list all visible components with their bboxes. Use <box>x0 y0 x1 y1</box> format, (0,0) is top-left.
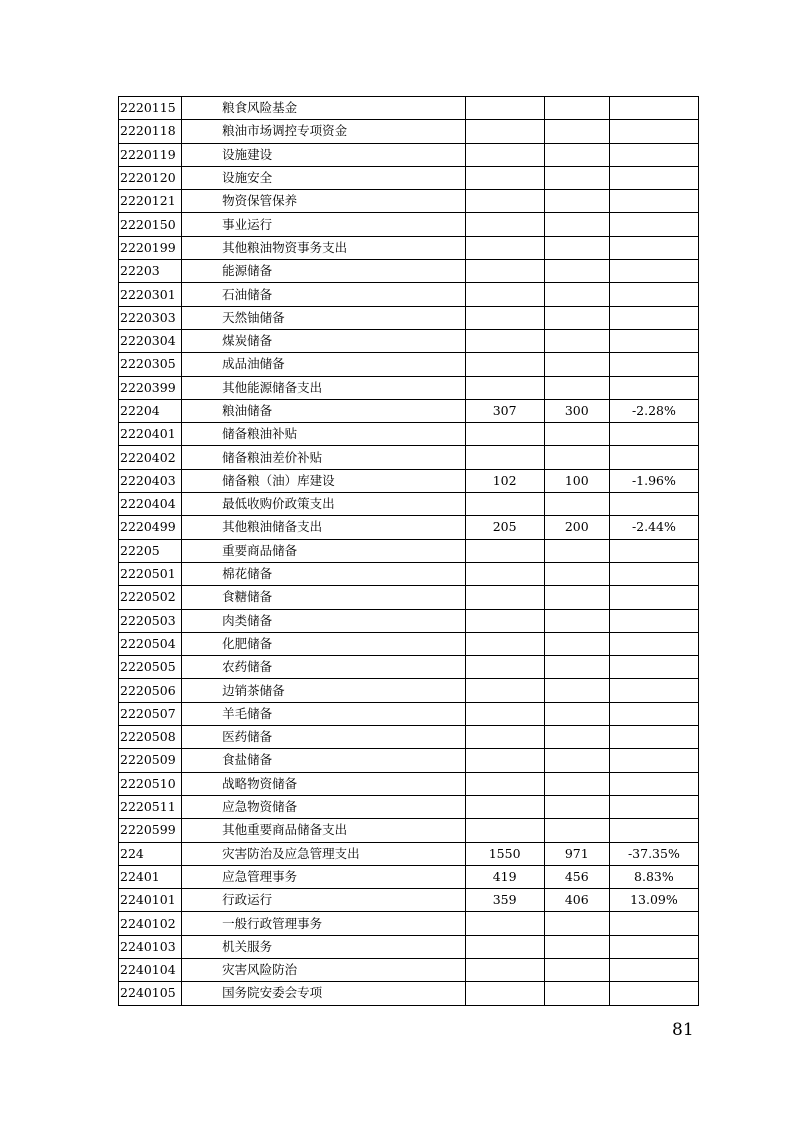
cell-name: 化肥储备 <box>182 632 465 655</box>
table-row <box>119 120 699 143</box>
cell-value-1 <box>465 329 544 352</box>
cell-value-1 <box>465 702 544 725</box>
cell-name: 储备粮（油）库建设 <box>182 469 465 492</box>
table-row <box>119 353 699 376</box>
table-row <box>119 376 699 399</box>
cell-value-1 <box>465 236 544 259</box>
cell-value-1: 419 <box>465 865 544 888</box>
cell-change-percent <box>609 423 698 446</box>
cell-value-2 <box>544 97 609 120</box>
cell-value-2 <box>544 912 609 935</box>
cell-value-2 <box>544 190 609 213</box>
table-row <box>119 865 699 888</box>
cell-code: 2240103 <box>119 935 182 958</box>
cell-name: 其他重要商品储备支出 <box>182 819 465 842</box>
cell-change-percent <box>609 120 698 143</box>
cell-value-1 <box>465 120 544 143</box>
cell-name: 食盐储备 <box>182 749 465 772</box>
cell-value-1 <box>465 819 544 842</box>
cell-name: 国务院安委会专项 <box>182 982 465 1005</box>
cell-value-2 <box>544 329 609 352</box>
cell-value-1 <box>465 772 544 795</box>
cell-name: 粮食风险基金 <box>182 97 465 120</box>
cell-value-1 <box>465 539 544 562</box>
cell-value-2 <box>544 376 609 399</box>
table-row <box>119 958 699 981</box>
cell-value-2 <box>544 982 609 1005</box>
cell-value-1: 102 <box>465 469 544 492</box>
cell-name: 灾害风险防治 <box>182 958 465 981</box>
table-row <box>119 819 699 842</box>
cell-value-2 <box>544 586 609 609</box>
cell-name: 最低收购价政策支出 <box>182 493 465 516</box>
cell-code: 2220150 <box>119 213 182 236</box>
table-row <box>119 143 699 166</box>
cell-name: 能源储备 <box>182 260 465 283</box>
table-row <box>119 446 699 469</box>
cell-code: 2220402 <box>119 446 182 469</box>
cell-change-percent <box>609 539 698 562</box>
cell-value-2 <box>544 749 609 772</box>
cell-change-percent <box>609 702 698 725</box>
cell-value-1 <box>465 423 544 446</box>
cell-name: 天然铀储备 <box>182 306 465 329</box>
cell-value-2: 406 <box>544 889 609 912</box>
cell-code: 2220303 <box>119 306 182 329</box>
cell-value-1 <box>465 376 544 399</box>
cell-value-1 <box>465 562 544 585</box>
cell-value-2 <box>544 143 609 166</box>
table-row <box>119 726 699 749</box>
cell-name: 其他能源储备支出 <box>182 376 465 399</box>
table-row <box>119 493 699 516</box>
table-row <box>119 679 699 702</box>
cell-value-2 <box>544 166 609 189</box>
cell-value-2 <box>544 213 609 236</box>
cell-code: 2240104 <box>119 958 182 981</box>
cell-code: 224 <box>119 842 182 865</box>
cell-name: 棉花储备 <box>182 562 465 585</box>
table-row <box>119 842 699 865</box>
table-row <box>119 749 699 772</box>
cell-value-2 <box>544 795 609 818</box>
cell-code: 2240101 <box>119 889 182 912</box>
cell-name: 重要商品储备 <box>182 539 465 562</box>
table-row <box>119 423 699 446</box>
cell-code: 2220199 <box>119 236 182 259</box>
cell-change-percent <box>609 726 698 749</box>
table-row <box>119 329 699 352</box>
table-row <box>119 97 699 120</box>
cell-name: 战略物资储备 <box>182 772 465 795</box>
cell-change-percent <box>609 446 698 469</box>
cell-code: 2240105 <box>119 982 182 1005</box>
cell-value-2 <box>544 819 609 842</box>
cell-change-percent <box>609 749 698 772</box>
cell-code: 22204 <box>119 399 182 422</box>
cell-name: 应急管理事务 <box>182 865 465 888</box>
table-row <box>119 213 699 236</box>
cell-change-percent <box>609 772 698 795</box>
cell-value-1 <box>465 283 544 306</box>
cell-change-percent <box>609 819 698 842</box>
cell-change-percent <box>609 283 698 306</box>
table-row <box>119 586 699 609</box>
cell-change-percent <box>609 679 698 702</box>
table-row <box>119 702 699 725</box>
cell-code: 2220403 <box>119 469 182 492</box>
cell-value-1 <box>465 97 544 120</box>
cell-value-2 <box>544 656 609 679</box>
cell-value-2 <box>544 772 609 795</box>
budget-table <box>118 96 699 1006</box>
cell-value-1 <box>465 586 544 609</box>
cell-code: 2220599 <box>119 819 182 842</box>
cell-change-percent: -2.28% <box>609 399 698 422</box>
cell-value-1 <box>465 353 544 376</box>
cell-name: 行政运行 <box>182 889 465 912</box>
table-body <box>119 97 699 1006</box>
cell-change-percent <box>609 493 698 516</box>
cell-change-percent <box>609 143 698 166</box>
cell-name: 机关服务 <box>182 935 465 958</box>
cell-change-percent <box>609 958 698 981</box>
cell-code: 2220305 <box>119 353 182 376</box>
cell-value-1 <box>465 912 544 935</box>
cell-change-percent <box>609 353 698 376</box>
cell-change-percent <box>609 329 698 352</box>
cell-change-percent <box>609 562 698 585</box>
cell-change-percent <box>609 236 698 259</box>
cell-value-2 <box>544 493 609 516</box>
cell-code: 2220120 <box>119 166 182 189</box>
table-row <box>119 656 699 679</box>
cell-code: 2220505 <box>119 656 182 679</box>
cell-code: 2220121 <box>119 190 182 213</box>
cell-name: 羊毛储备 <box>182 702 465 725</box>
cell-code: 22401 <box>119 865 182 888</box>
cell-value-1 <box>465 609 544 632</box>
cell-value-1 <box>465 190 544 213</box>
cell-code: 2220502 <box>119 586 182 609</box>
table-row <box>119 609 699 632</box>
cell-value-2 <box>544 353 609 376</box>
cell-code: 2220404 <box>119 493 182 516</box>
cell-value-1 <box>465 679 544 702</box>
cell-name: 事业运行 <box>182 213 465 236</box>
table-row <box>119 190 699 213</box>
cell-value-2 <box>544 702 609 725</box>
cell-code: 2220508 <box>119 726 182 749</box>
cell-value-2: 100 <box>544 469 609 492</box>
table-row <box>119 772 699 795</box>
cell-code: 2220504 <box>119 632 182 655</box>
cell-value-1 <box>465 213 544 236</box>
cell-value-1: 359 <box>465 889 544 912</box>
table-row <box>119 795 699 818</box>
cell-value-1 <box>465 982 544 1005</box>
cell-change-percent: -2.44% <box>609 516 698 539</box>
cell-value-2 <box>544 423 609 446</box>
cell-change-percent <box>609 935 698 958</box>
cell-name: 肉类储备 <box>182 609 465 632</box>
table-row <box>119 539 699 562</box>
cell-change-percent <box>609 213 698 236</box>
cell-name: 煤炭储备 <box>182 329 465 352</box>
cell-name: 一般行政管理事务 <box>182 912 465 935</box>
cell-name: 储备粮油补贴 <box>182 423 465 446</box>
cell-name: 粮油储备 <box>182 399 465 422</box>
cell-name: 食糖储备 <box>182 586 465 609</box>
cell-value-2 <box>544 446 609 469</box>
table-row <box>119 889 699 912</box>
table-row <box>119 236 699 259</box>
cell-value-1: 205 <box>465 516 544 539</box>
cell-code: 2220119 <box>119 143 182 166</box>
cell-name: 灾害防治及应急管理支出 <box>182 842 465 865</box>
cell-change-percent <box>609 982 698 1005</box>
cell-name: 边销茶储备 <box>182 679 465 702</box>
cell-name: 设施安全 <box>182 166 465 189</box>
cell-name: 应急物资储备 <box>182 795 465 818</box>
cell-value-2 <box>544 306 609 329</box>
cell-value-1 <box>465 656 544 679</box>
cell-value-1 <box>465 749 544 772</box>
cell-code: 2220115 <box>119 97 182 120</box>
cell-code: 22205 <box>119 539 182 562</box>
cell-change-percent <box>609 656 698 679</box>
cell-code: 2240102 <box>119 912 182 935</box>
cell-value-1 <box>465 935 544 958</box>
table-row <box>119 469 699 492</box>
cell-value-2 <box>544 236 609 259</box>
cell-name: 石油储备 <box>182 283 465 306</box>
cell-code: 2220304 <box>119 329 182 352</box>
cell-change-percent <box>609 190 698 213</box>
cell-value-1 <box>465 795 544 818</box>
cell-code: 2220501 <box>119 562 182 585</box>
table-row <box>119 935 699 958</box>
cell-value-1 <box>465 166 544 189</box>
table-row <box>119 399 699 422</box>
cell-code: 22203 <box>119 260 182 283</box>
cell-value-1 <box>465 143 544 166</box>
cell-name: 储备粮油差价补贴 <box>182 446 465 469</box>
cell-change-percent <box>609 609 698 632</box>
cell-value-2 <box>544 958 609 981</box>
cell-name: 医药储备 <box>182 726 465 749</box>
cell-value-1 <box>465 726 544 749</box>
cell-code: 2220399 <box>119 376 182 399</box>
cell-value-2 <box>544 935 609 958</box>
cell-value-1 <box>465 306 544 329</box>
cell-code: 2220118 <box>119 120 182 143</box>
cell-change-percent <box>609 912 698 935</box>
table-row <box>119 516 699 539</box>
table-row <box>119 166 699 189</box>
cell-code: 2220499 <box>119 516 182 539</box>
cell-value-2: 300 <box>544 399 609 422</box>
cell-change-percent <box>609 306 698 329</box>
table-row <box>119 260 699 283</box>
cell-code: 2220509 <box>119 749 182 772</box>
cell-value-2 <box>544 562 609 585</box>
cell-value-1: 1550 <box>465 842 544 865</box>
cell-value-2: 456 <box>544 865 609 888</box>
cell-change-percent: 13.09% <box>609 889 698 912</box>
cell-value-2 <box>544 609 609 632</box>
cell-change-percent <box>609 795 698 818</box>
cell-value-2: 971 <box>544 842 609 865</box>
cell-value-2 <box>544 539 609 562</box>
cell-value-2 <box>544 632 609 655</box>
table-row <box>119 632 699 655</box>
cell-value-2 <box>544 679 609 702</box>
cell-change-percent <box>609 97 698 120</box>
cell-change-percent <box>609 586 698 609</box>
cell-change-percent: -37.35% <box>609 842 698 865</box>
table-row <box>119 306 699 329</box>
cell-value-1 <box>465 260 544 283</box>
cell-change-percent <box>609 260 698 283</box>
table-row <box>119 562 699 585</box>
cell-code: 2220301 <box>119 283 182 306</box>
cell-name: 成品油储备 <box>182 353 465 376</box>
cell-value-2 <box>544 260 609 283</box>
cell-change-percent: 8.83% <box>609 865 698 888</box>
cell-name: 农药储备 <box>182 656 465 679</box>
page-number: 81 <box>672 1020 694 1040</box>
cell-code: 2220507 <box>119 702 182 725</box>
cell-change-percent <box>609 376 698 399</box>
cell-value-1: 307 <box>465 399 544 422</box>
table-row <box>119 982 699 1005</box>
cell-change-percent <box>609 632 698 655</box>
cell-name: 其他粮油储备支出 <box>182 516 465 539</box>
cell-value-2 <box>544 726 609 749</box>
cell-value-1 <box>465 632 544 655</box>
cell-value-1 <box>465 446 544 469</box>
cell-value-2: 200 <box>544 516 609 539</box>
cell-code: 2220510 <box>119 772 182 795</box>
cell-name: 其他粮油物资事务支出 <box>182 236 465 259</box>
cell-change-percent: -1.96% <box>609 469 698 492</box>
cell-code: 2220503 <box>119 609 182 632</box>
cell-code: 2220511 <box>119 795 182 818</box>
cell-code: 2220506 <box>119 679 182 702</box>
cell-name: 粮油市场调控专项资金 <box>182 120 465 143</box>
cell-name: 设施建设 <box>182 143 465 166</box>
cell-value-1 <box>465 493 544 516</box>
table-row <box>119 912 699 935</box>
cell-value-2 <box>544 283 609 306</box>
cell-change-percent <box>609 166 698 189</box>
cell-name: 物资保管保养 <box>182 190 465 213</box>
cell-code: 2220401 <box>119 423 182 446</box>
cell-value-2 <box>544 120 609 143</box>
table-row <box>119 283 699 306</box>
cell-value-1 <box>465 958 544 981</box>
